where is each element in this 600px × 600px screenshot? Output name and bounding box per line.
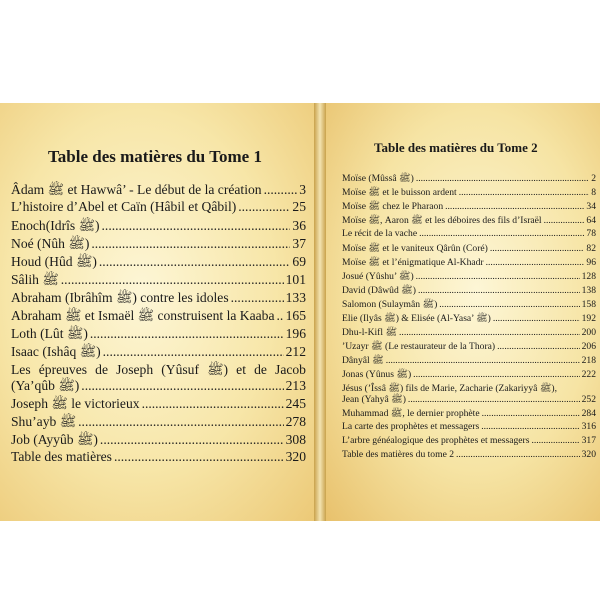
- toc-entry: Abraham ﷺ et Ismaël ﷺ construisent la Kaaba ..... 165: [11, 307, 306, 324]
- toc-entry: Jonas (Yûnus ﷺ) ..... 222: [342, 368, 596, 381]
- toc-entry: Enoch(Idrîs ﷺ) ..... 36: [11, 217, 306, 234]
- toc-entry: Loth (Lût ﷺ) ..... 196: [11, 325, 306, 342]
- toc-entry: Houd (Hûd ﷺ) ..... 69: [11, 253, 306, 270]
- toc-entry: (Ya’qûb ﷺ) ..... 213: [11, 377, 306, 394]
- toc-entry: Moïse (Mûssâ ﷺ) ..... 2: [342, 172, 596, 185]
- toc-entry: Jean (Yahyâ ﷺ) ..... 252: [342, 393, 596, 406]
- toc-entry: Moïse ﷺ chez le Pharaon ..... 34: [342, 200, 596, 213]
- toc-entry: Shu’ayb ﷺ ..... 278: [11, 413, 306, 430]
- toc-entry: Muhammad ﷺ, le dernier prophète ..... 284: [342, 407, 596, 420]
- toc-entry: Moïse ﷺ et l’énigmatique Al-Khadr ..... 96: [342, 256, 596, 269]
- toc-entry: Isaac (Ishâq ﷺ) ..... 212: [11, 343, 306, 360]
- toc-entry: Moïse ﷺ et le vaniteux Qârûn (Coré) ..... 82: [342, 242, 596, 255]
- toc-entry: Josué (Yûshu’ ﷺ) ..... 128: [342, 270, 596, 283]
- toc-entry: Le récit de la vache ..... 78: [342, 228, 596, 241]
- toc-entry: Moïse ﷺ et le buisson ardent ..... 8: [342, 186, 596, 199]
- tome2-page: [326, 103, 600, 521]
- toc-entry: La carte des prophètes et messagers ..... 316: [342, 421, 596, 434]
- toc-entry: ’Uzayr ﷺ (Le restaurateur de la Thora) ..... 206: [342, 340, 596, 353]
- toc-entry-line1: Les épreuves de Joseph (Yûsuf ﷺ) et de Jacob: [11, 362, 306, 377]
- toc-entry-line1: Jésus (’Îssâ ﷺ) fils de Marie, Zacharie (Zakariyyâ ﷺ),: [342, 383, 557, 394]
- toc-entry: Table des matières ..... 320: [11, 449, 306, 466]
- toc-entry: Sâlih ﷺ ..... 101: [11, 271, 306, 288]
- toc-entry: Moïse ﷺ, Aaron ﷺ et les déboires des fils d’Israël ..... 64: [342, 214, 596, 227]
- toc-entry: Joseph ﷺ le victorieux ..... 245: [11, 395, 306, 412]
- tome2-title: Table des matières du Tome 2: [374, 140, 538, 155]
- toc-entry: Dânyâl ﷺ ..... 218: [342, 354, 596, 367]
- toc-entry: L’arbre généalogique des prophètes et messagers ..... 317: [342, 435, 596, 448]
- toc-entry: Table des matières du tome 2 ..... 320: [342, 449, 596, 462]
- book-spine: [314, 103, 326, 521]
- toc-entry: Elie (Ilyâs ﷺ) & Elisée (Al-Yasa’ ﷺ) ..... 192: [342, 312, 596, 325]
- toc-entry: Job (Ayyûb ﷺ) ..... 308: [11, 431, 306, 448]
- toc-entry: L’histoire d’Abel et Caïn (Hâbil et Qâbil) ..... 25: [11, 199, 306, 216]
- tome1-page: [0, 103, 314, 521]
- tome1-title: Table des matières du Tome 1: [48, 147, 262, 166]
- toc-entry: Dhu-l-Kifl ﷺ ..... 200: [342, 326, 596, 339]
- toc-entry: Noé (Nûh ﷺ) ..... 37: [11, 235, 306, 252]
- toc-entry: Âdam ﷺ et Hawwâ’ - Le début de la création ..... 3: [11, 181, 306, 198]
- toc-entry: Salomon (Sulaymân ﷺ) ..... 158: [342, 298, 596, 311]
- toc-entry: Abraham (Ibrâhîm ﷺ) contre les idoles ..... 133: [11, 289, 306, 306]
- toc-entry: David (Dâwûd ﷺ) ..... 138: [342, 284, 596, 297]
